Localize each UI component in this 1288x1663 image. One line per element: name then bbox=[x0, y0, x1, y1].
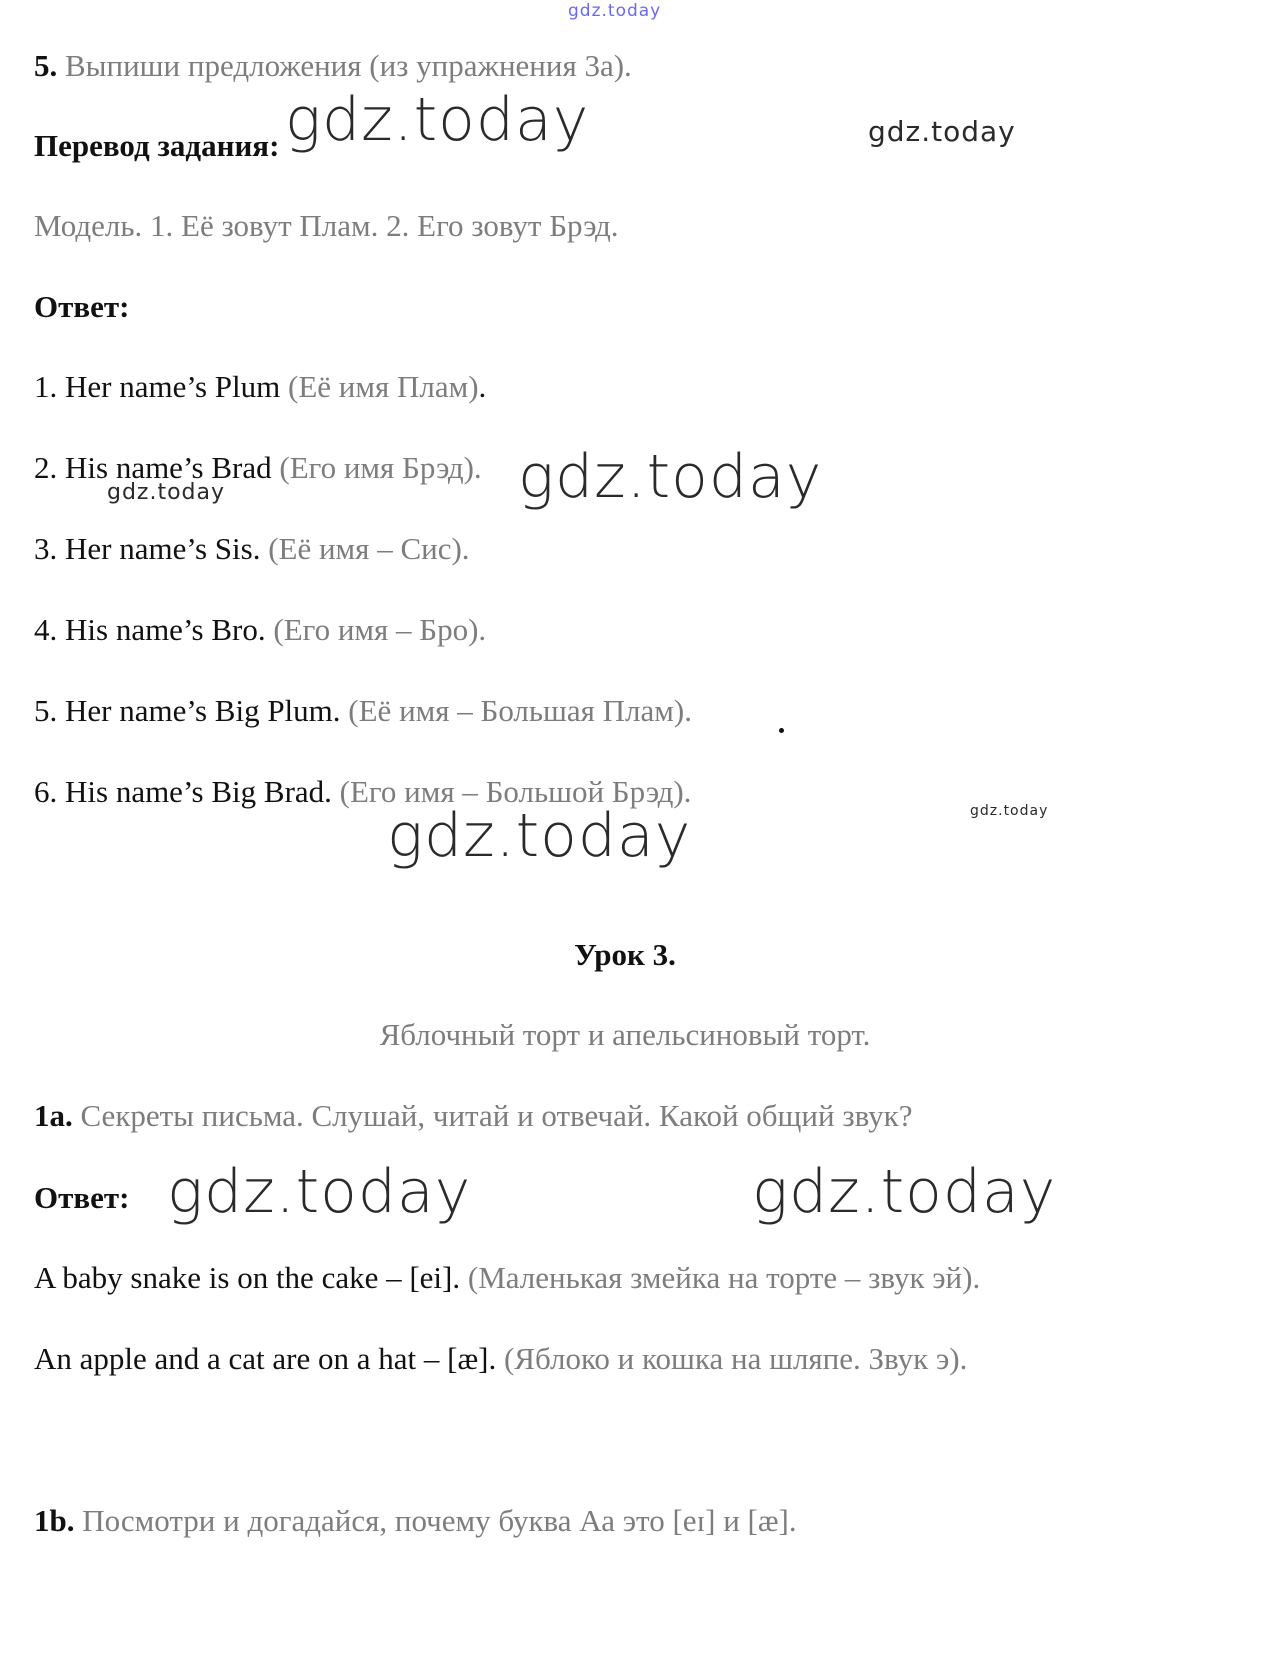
watermark: gdz.today bbox=[518, 442, 823, 512]
model-line: Модель. 1. Её зовут Плам. 2. Его зовут Брэд. bbox=[34, 208, 619, 243]
answer-item bbox=[34, 450, 482, 486]
answer-item bbox=[34, 693, 692, 729]
answer-item bbox=[34, 774, 691, 810]
watermark: gdz.today bbox=[107, 480, 226, 505]
answer-item bbox=[34, 1260, 980, 1296]
answer-english: 6. His name’s Big Brad. bbox=[34, 774, 332, 809]
answer-english: An apple and a cat are on a hat – [æ]. bbox=[34, 1341, 497, 1376]
answer-english: 4. His name’s Bro. bbox=[34, 612, 266, 647]
watermark: gdz.today bbox=[752, 1157, 1057, 1227]
watermark: gdz.today bbox=[285, 85, 590, 155]
answer-russian: (Её имя Плам) bbox=[280, 369, 479, 404]
lesson-title: Урок 3. bbox=[574, 937, 676, 972]
answer-english: 1. Her name’s Plum bbox=[34, 369, 281, 404]
task-5-heading bbox=[34, 48, 632, 84]
answer-russian: (Маленькая змейка на торте – звук эй). bbox=[460, 1260, 981, 1295]
stray-dot bbox=[779, 728, 784, 733]
answer-label: Ответ: bbox=[34, 1180, 130, 1215]
answer-english: 5. Her name’s Big Plum. bbox=[34, 693, 341, 728]
answer-end: . bbox=[478, 369, 487, 404]
answer-english: 2. His name’s Brad bbox=[34, 450, 272, 485]
answer-russian: (Его имя – Бро). bbox=[265, 612, 487, 647]
task-number: 1a. bbox=[34, 1098, 73, 1133]
translation-heading: Перевод задания: bbox=[34, 128, 280, 163]
task-text: Секреты письма. Слушай, читай и отвечай. Какой общий звук? bbox=[72, 1098, 913, 1133]
task-text: Посмотри и догадайся, почему буква Аа это [eɪ] и [æ]. bbox=[74, 1503, 797, 1538]
task-number: 5. bbox=[34, 48, 58, 83]
task-1b-heading bbox=[34, 1503, 797, 1539]
watermark: gdz.today bbox=[167, 1157, 472, 1227]
answer-item bbox=[34, 1341, 967, 1377]
task-1a-heading bbox=[34, 1098, 913, 1134]
answer-item bbox=[34, 531, 470, 567]
answer-english: 3. Her name’s Sis. bbox=[34, 531, 261, 566]
watermark: gdz.today bbox=[970, 803, 1049, 819]
answer-item bbox=[34, 612, 486, 648]
answer-english: A baby snake is on the cake – [ei]. bbox=[34, 1260, 461, 1295]
task-number: 1b. bbox=[34, 1503, 75, 1538]
answer-russian: (Яблоко и кошка на шляпе. Звук э). bbox=[496, 1341, 968, 1376]
watermark: gdz.today bbox=[868, 115, 1016, 148]
answer-russian: (Её имя – Большая Плам). bbox=[340, 693, 692, 728]
answer-label: Ответ: bbox=[34, 289, 130, 324]
answer-russian: (Его имя Брэд). bbox=[271, 450, 482, 485]
answer-russian: (Его имя – Большой Брэд). bbox=[331, 774, 692, 809]
watermark: gdz.today bbox=[387, 801, 692, 871]
watermark-top: gdz.today bbox=[568, 1, 662, 21]
task-text: Выпиши предложения (из упражнения 3а). bbox=[57, 48, 632, 83]
lesson-subtitle: Яблочный торт и апельсиновый торт. bbox=[379, 1017, 871, 1052]
answer-item bbox=[34, 369, 486, 405]
answer-russian: (Её имя – Сис). bbox=[260, 531, 470, 566]
